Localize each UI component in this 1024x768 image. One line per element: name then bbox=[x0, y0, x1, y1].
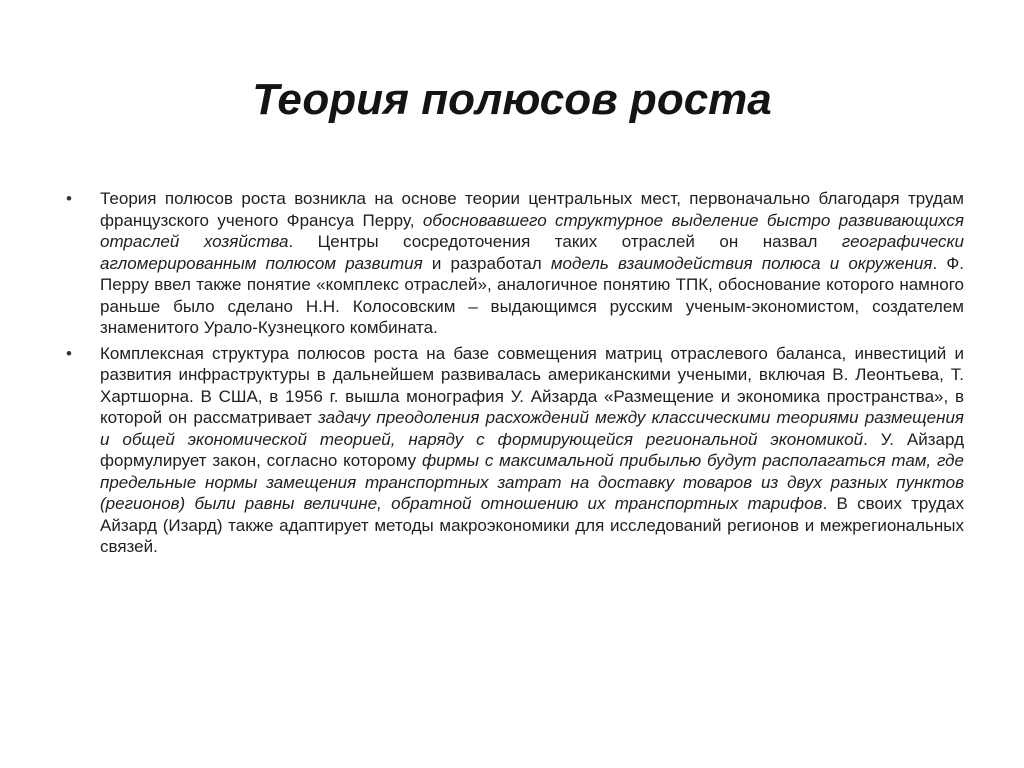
bullet-item-2 bbox=[64, 343, 964, 558]
italic-segment: обосновавшего структурное выделение быстро развивающихся отраслей хозяйства bbox=[100, 210, 965, 251]
italic-segment: географически агломерированным полюсом развития bbox=[100, 232, 964, 273]
bullet-marker: • bbox=[66, 189, 72, 208]
bullet-item-1 bbox=[64, 188, 964, 339]
text-segment: . У. Айзард формулирует закон, согласно которому bbox=[100, 429, 964, 470]
slide-title: Теория полюсов роста bbox=[252, 75, 772, 124]
text-segment: и разработал bbox=[422, 253, 551, 273]
bullet-list bbox=[64, 188, 964, 562]
text-segment: Комплексная структура полюсов роста на базе совмещения матриц отраслевого баланса, инвестиций и развития инфраструктуры в дальнейшем развивалась американскими учеными, включая В. Леонтьева, Т. Хартшорна. В США, в 1956 г. вышла монография У. Айзарда «Размещение и экономика пространства», в которой он рассматривает bbox=[100, 343, 964, 427]
italic-segment: задачу преодоления расхождений между классическими теориями размещения и общей экономической теорией, наряду с формирующейся региональной экономикой bbox=[100, 408, 964, 449]
bullet-marker: • bbox=[66, 343, 72, 363]
text-segment: . Центры сосредоточения таких отраслей он назвал bbox=[288, 232, 842, 251]
text-segment: . В своих трудах Айзард (Изард) также адаптирует методы макроэкономики для исследований регионов и межрегиональных связей. bbox=[100, 494, 964, 556]
italic-segment: фирмы с максимальной прибылью будут располагаться там, где предельные нормы замещения транспортных затрат на доставку товаров из двух разных пунктов (регионов) были равны величине, обратной отношению их транспортных тарифов bbox=[100, 451, 965, 513]
italic-segment: модель взаимодействия полюса и окружения bbox=[550, 253, 933, 273]
text-segment: . Ф. Перру ввел также понятие «комплекс отраслей», аналогичное понятию ТПК, обоснование которого намного раньше было сделано Н.Н. Колосовским – выдающимся русским ученым-экономистом, создателем знаменитого Урало-Кузнецкого комбината. bbox=[100, 253, 964, 337]
bullet-text-2 bbox=[100, 344, 964, 557]
bullet-text-1 bbox=[100, 189, 964, 337]
text-segment: Теория полюсов роста возникла на основе теории центральных мест, первоначально благодаря трудам французского ученого Франсуа Перру, bbox=[100, 189, 964, 230]
